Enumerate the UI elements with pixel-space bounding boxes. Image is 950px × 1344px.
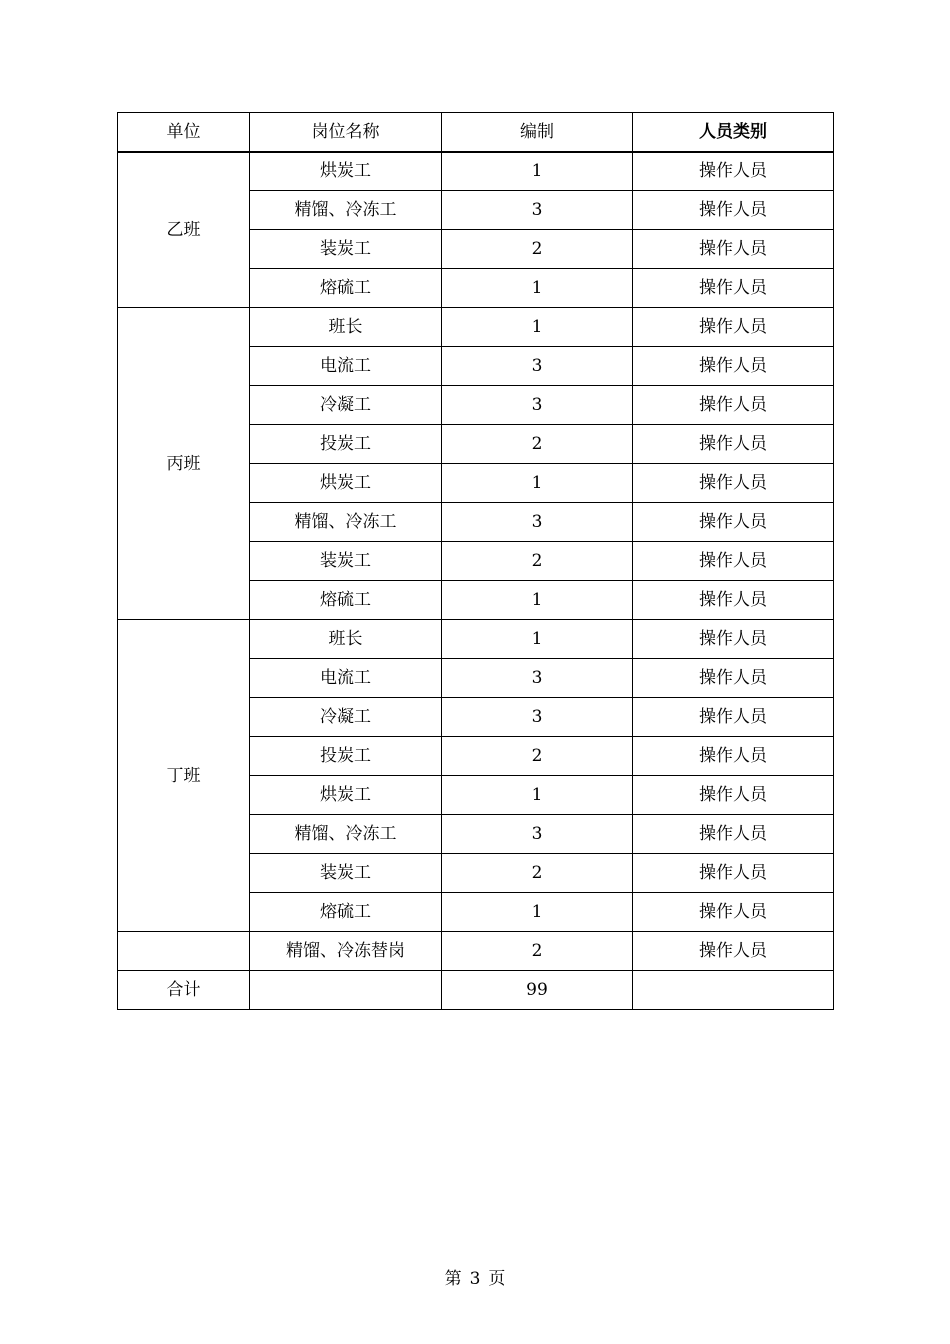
cell-headcount: 3: [442, 347, 633, 386]
cell-headcount: 3: [442, 503, 633, 542]
cell-post-name: 投炭工: [250, 737, 442, 776]
cell-post-name: 电流工: [250, 347, 442, 386]
cell-post-name: 班长: [250, 620, 442, 659]
total-label: 合计: [118, 971, 250, 1010]
cell-staff-category: 操作人员: [633, 854, 834, 893]
table-header: [118, 113, 834, 152]
cell-staff-category: 操作人员: [633, 386, 834, 425]
cell-headcount: 2: [442, 854, 633, 893]
cell-staff-category: 操作人员: [633, 698, 834, 737]
page-number: 3: [469, 1269, 481, 1289]
cell-staff-category: 操作人员: [633, 152, 834, 191]
header-post-name: 岗位名称: [250, 113, 442, 152]
cell-headcount: 3: [442, 386, 633, 425]
cell-staff-category: 操作人员: [633, 191, 834, 230]
cell-headcount: 3: [442, 815, 633, 854]
cell-headcount: 3: [442, 191, 633, 230]
cell-staff-category: 操作人员: [633, 425, 834, 464]
cell-post-name: 精馏、冷冻工: [250, 815, 442, 854]
cell-post-name: 装炭工: [250, 854, 442, 893]
page-footer: [0, 1264, 950, 1289]
cell-staff-category: 操作人员: [633, 776, 834, 815]
cell-post-name: 熔硫工: [250, 893, 442, 932]
cell-post-name: 装炭工: [250, 230, 442, 269]
cell-post-name: 投炭工: [250, 425, 442, 464]
cell-headcount: 2: [442, 737, 633, 776]
cell-staff-category: 操作人员: [633, 269, 834, 308]
table-row: [118, 620, 834, 659]
cell-headcount: 2: [442, 230, 633, 269]
cell-headcount: 3: [442, 659, 633, 698]
cell-staff-category: 操作人员: [633, 230, 834, 269]
cell-post-name: 精馏、冷冻工: [250, 503, 442, 542]
cell-staff-category: 操作人员: [633, 620, 834, 659]
cell-post-name: 精馏、冷冻替岗: [250, 932, 442, 971]
cell-staff-category: 操作人员: [633, 464, 834, 503]
cell-headcount: 3: [442, 698, 633, 737]
cell-post-name: 熔硫工: [250, 581, 442, 620]
header-unit: 单位: [118, 113, 250, 152]
cell-unit: 丁班: [118, 620, 250, 932]
cell-post-name: 烘炭工: [250, 152, 442, 191]
cell-headcount: 2: [442, 425, 633, 464]
cell-headcount: 2: [442, 932, 633, 971]
cell-post-name: 烘炭工: [250, 464, 442, 503]
cell-staff-category: 操作人员: [633, 347, 834, 386]
cell-post-name: 电流工: [250, 659, 442, 698]
cell-staff-category: 操作人员: [633, 503, 834, 542]
cell-staff-category: 操作人员: [633, 893, 834, 932]
footer-suffix: 页: [488, 1269, 506, 1289]
cell-post-name: 装炭工: [250, 542, 442, 581]
cell-headcount: 2: [442, 542, 633, 581]
footer-prefix: 第: [444, 1269, 462, 1289]
cell-unit: 丙班: [118, 308, 250, 620]
cell-staff-category: 操作人员: [633, 737, 834, 776]
table-row: [118, 932, 834, 971]
header-row: [118, 113, 834, 152]
total-headcount: 99: [442, 971, 633, 1010]
table-row: [118, 308, 834, 347]
cell-headcount: 1: [442, 152, 633, 191]
cell-post-name: 班长: [250, 308, 442, 347]
table-row: [118, 152, 834, 191]
header-staff-category: 人员类别: [633, 113, 834, 152]
cell-headcount: 1: [442, 581, 633, 620]
total-row: [118, 971, 834, 1010]
cell-post-name: 精馏、冷冻工: [250, 191, 442, 230]
cell-staff-category: 操作人员: [633, 308, 834, 347]
cell-staff-category: 操作人员: [633, 581, 834, 620]
cell-staff-category: 操作人员: [633, 659, 834, 698]
cell-headcount: 1: [442, 893, 633, 932]
cell-unit: 乙班: [118, 152, 250, 308]
cell-headcount: 1: [442, 464, 633, 503]
cell-headcount: 1: [442, 776, 633, 815]
cell-unit: [118, 932, 250, 971]
cell-headcount: 1: [442, 620, 633, 659]
cell-headcount: 1: [442, 269, 633, 308]
cell-post-name: 烘炭工: [250, 776, 442, 815]
cell-staff-category: 操作人员: [633, 542, 834, 581]
cell-post-name: 冷凝工: [250, 698, 442, 737]
cell-staff-category: 操作人员: [633, 932, 834, 971]
staffing-table: [117, 112, 834, 1010]
cell-headcount: 1: [442, 308, 633, 347]
cell-staff-category: 操作人员: [633, 815, 834, 854]
cell-post-name: 熔硫工: [250, 269, 442, 308]
table-body: [118, 152, 834, 1010]
total-post-name: [250, 971, 442, 1010]
header-headcount: 编制: [442, 113, 633, 152]
cell-post-name: 冷凝工: [250, 386, 442, 425]
total-staff-category: [633, 971, 834, 1010]
